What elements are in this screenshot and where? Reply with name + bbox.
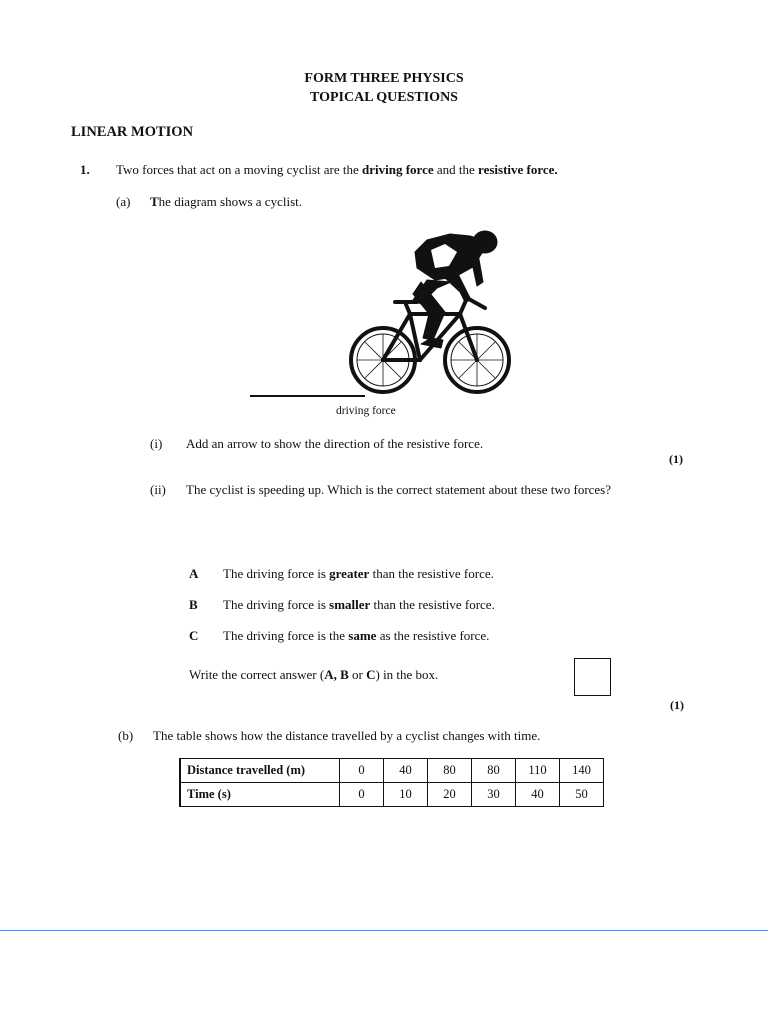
answer-instruction: Write the correct answer (A, B or C) in the box. <box>189 667 439 682</box>
table-cell: 110 <box>516 759 560 783</box>
document-title: FORM THREE PHYSICS <box>304 71 464 86</box>
page-footer-rule <box>0 930 768 931</box>
table-cell: 0 <box>340 759 384 783</box>
table-cell: 80 <box>428 759 472 783</box>
option-c-text: The driving force is the same as the resistive force. <box>223 628 490 643</box>
table-cell: 50 <box>560 783 604 807</box>
table-cell: 40 <box>384 759 428 783</box>
table-row <box>180 783 604 807</box>
document-subtitle: TOPICAL QUESTIONS <box>310 90 458 105</box>
table-cell: 0 <box>340 783 384 807</box>
part-a-ii-marks: (1) <box>670 698 684 712</box>
part-a-i-label: (i) <box>150 436 163 451</box>
table-cell: 40 <box>516 783 560 807</box>
answer-box[interactable] <box>574 658 611 696</box>
part-a-label: (a) <box>116 194 131 209</box>
question-intro: Two forces that act on a moving cyclist are the driving force and the resistive force. <box>116 162 558 177</box>
part-a-i-marks: (1) <box>669 452 683 466</box>
part-a-i-text: Add an arrow to show the direction of the resistive force. <box>186 436 484 451</box>
driving-force-label: driving force <box>336 405 396 417</box>
part-a-text: The diagram shows a cyclist. <box>150 194 302 209</box>
option-b-text: The driving force is smaller than the resistive force. <box>223 597 495 612</box>
part-a-ii-label: (ii) <box>150 482 166 497</box>
table-cell: 20 <box>428 783 472 807</box>
option-a-text: The driving force is greater than the resistive force. <box>223 566 494 581</box>
section-title: LINEAR MOTION <box>71 124 194 140</box>
part-b-label: (b) <box>118 728 134 743</box>
part-a-ii-text: The cyclist is speeding up. Which is the correct statement about these two forces? <box>186 482 612 497</box>
row-header-time: Time (s) <box>180 783 340 807</box>
option-a-letter: A <box>189 566 199 581</box>
option-b-letter: B <box>189 597 198 612</box>
table-row <box>180 759 604 783</box>
distance-time-table <box>179 758 604 807</box>
cyclist-diagram <box>245 222 525 422</box>
question-number: 1. <box>80 162 90 177</box>
part-b-text: The table shows how the distance travelled by a cyclist changes with time. <box>153 728 541 743</box>
option-c-letter: C <box>189 628 199 643</box>
row-header-distance: Distance travelled (m) <box>180 759 340 783</box>
table-cell: 10 <box>384 783 428 807</box>
table-cell: 30 <box>472 783 516 807</box>
table-cell: 140 <box>560 759 604 783</box>
table-cell: 80 <box>472 759 516 783</box>
